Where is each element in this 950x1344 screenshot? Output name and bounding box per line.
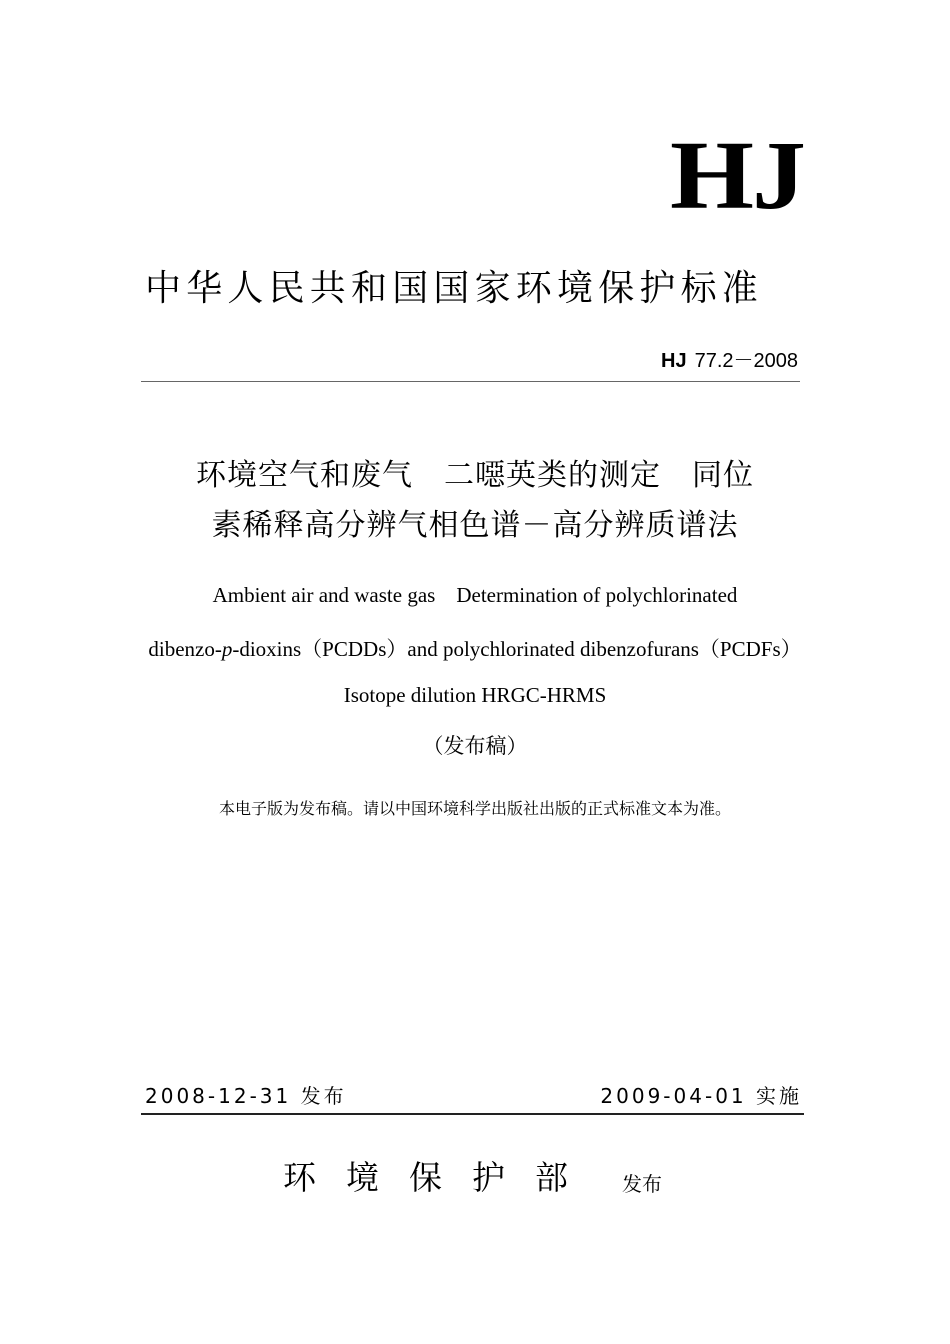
issue-date: 2008-12-31 发布	[145, 1084, 347, 1108]
english-title-line-2-pre: dibenzo-	[148, 637, 222, 661]
standard-prefix: HJ	[661, 350, 687, 372]
standard-code: 77.2－2008	[694, 350, 798, 372]
issuer-suffix: 发布	[622, 1172, 662, 1196]
standard-number	[661, 344, 798, 373]
chinese-title-line-2: 素稀释高分辨气相色谱－高分辨质谱法	[211, 508, 739, 543]
english-title-line-2	[0, 633, 950, 663]
draft-label: （发布稿）	[422, 734, 528, 758]
issuer-name: 环境保护部	[283, 1158, 598, 1197]
top-divider	[141, 381, 800, 382]
effective-date: 2009-04-01 实施	[600, 1084, 802, 1108]
english-title-line-2-post: -dioxins（PCDDs）and polychlorinated dibenzofurans（PCDFs）	[232, 637, 802, 661]
english-title-line-3: Isotope dilution HRGC-HRMS	[343, 683, 607, 707]
hj-logo: HJ	[669, 122, 804, 230]
edition-notice: 本电子版为发布稿。请以中国环境科学出版社出版的正式标准文本为准。	[218, 799, 731, 818]
chinese-title-line-1: 环境空气和废气 二噁英类的测定 同位	[196, 458, 754, 493]
org-title: 中华人民共和国国家环境保护标准	[145, 268, 764, 309]
english-title-line-1: Ambient air and waste gas Determination of polychlorinated	[212, 583, 738, 607]
bottom-divider	[141, 1113, 804, 1115]
english-title-line-2-italic: p	[221, 637, 233, 661]
